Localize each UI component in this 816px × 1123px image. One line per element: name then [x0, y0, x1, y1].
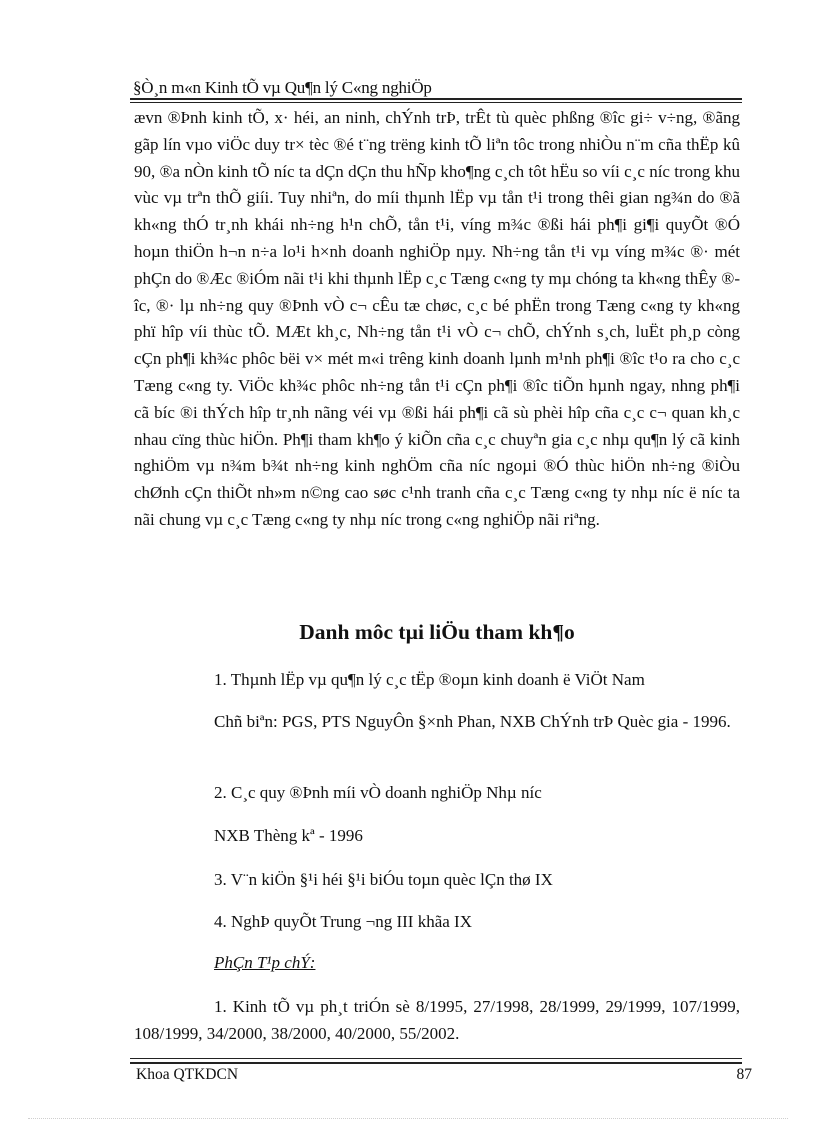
header-divider-thin [130, 102, 742, 103]
header-divider [130, 98, 742, 100]
page-number: 87 [736, 1066, 752, 1083]
body-paragraph: ævn ®Þnh kinh tÕ, x· héi, an ninh, chÝnh trÞ, trÊt tù quèc phßng ®îc gi÷ v÷ng, ®ãng gãp lín vµo viÖc duy tr× tèc ®é t¨ng trëng kinh tÕ liªn tôc trong nhiÒu n¨m cña thËp kû 90, ®a nÒn kinh tÕ níc ta dÇn dÇn thu hÑp kho¶ng c¸ch tôt hËu so víi c¸c níc trong khu vùc vµ trªn thÕ giíi. Tuy nhiªn, do míi thµnh lËp vµ tån t¹i trong thêi gian ng¾n do ®ã kh«ng thÓ tr¸nh khái nh÷ng h¹n chÕ, tån t¹i, víng m¾c ®ßi hái ph¶i gi¶i quyÕt ®Ó hoµn thiÖn h¬n n÷a lo¹i h×nh doanh nghiÖp nµy. Nh÷ng tån t¹i vµ víng m¾c ®· mét phÇn do ®Æc ®iÓm nãi t¹i khi thµnh lËp c¸c Tæng c«ng ty mµ chóng ta kh«ng thÊy ®îc, ®· lµ nh÷ng quy ®Þnh vÒ c¬ cÊu tæ chøc, c¸c bé phËn trong Tæng c«ng ty kh«ng phï hîp víi thùc tÕ. MÆt kh¸c, Nh÷ng tån t¹i vÒ c¬ chÕ, chÝnh s¸ch, luËt ph¸p còng cÇn ph¶i kh¾c phôc bëi v× mét m«i trêng kinh doanh lµnh m¹nh ph¶i ®îc t¹o ra cho c¸c Tæng c«ng ty. ViÖc kh¾c phôc nh÷ng tån t¹i cÇn ph¶i ®îc tiÕn hµnh ngay, nhng ph¶i cã bíc ®i thÝch hîp tr¸nh nãng véi vµ ®ßi hái ph¶i cã sù phèi hîp cña c¸c c¬ quan kh¸c nhau cïng thùc hiÖn. Ph¶i tham kh¶o ý kiÕn cña c¸c chuyªn gia c¸c nhµ qu¶n lý cã kinh nghiÖm vµ n¾m b¾t nh÷ng kinh nghÖm cña níc ngoµi ®Ó thùc hiÖn nh÷ng ®iÒu chØnh cÇn thiÕt nh»m n©ng cao søc c¹nh tranh cña c¸c Tæng c«ng ty nhµ níc ë níc ta nãi chung vµ c¸c Tæng c«ng ty nhµ níc trong c«ng nghiÖp nãi riªng. [134, 108, 740, 529]
appendix-item-1 [134, 993, 740, 1047]
footer-divider [130, 1062, 742, 1064]
page-header-title: §Ò¸n m«n Kinh tÕ vµ Qu¶n lý C«ng nghiÖp [133, 78, 432, 97]
footer-divider-thin [130, 1058, 742, 1059]
reference-item-3-title: 3. V¨n kiÖn §¹i héi §¹i biÓu toµn quèc lÇn thø IX [214, 870, 553, 889]
references-heading: Danh môc tµi liÖu tham kh¶o [299, 620, 575, 644]
reference-item-1 [134, 666, 740, 693]
footer-department: Khoa QTKDCN [136, 1066, 239, 1083]
reference-item-4-title: 4. NghÞ quyÕt Trung ¬ng III khãa IX [214, 912, 472, 931]
reference-item-2-detail [134, 822, 740, 849]
reference-item-3 [134, 866, 740, 893]
appendix-label: PhÇn T¹p chÝ: [214, 953, 316, 972]
reference-item-2 [134, 779, 740, 806]
reference-item-1-detail-text: Chñ biªn: PGS, PTS NguyÔn §×nh Phan, NXB ChÝnh trÞ Quèc gia - 1996. [214, 712, 731, 731]
reference-item-1-title: 1. Thµnh lËp vµ qu¶n lý c¸c tËp ®oµn kinh doanh ë ViÖt Nam [214, 670, 645, 689]
reference-item-2-detail-text: NXB Thèng kª - 1996 [214, 826, 363, 845]
reference-item-2-title: 2. C¸c quy ®Þnh míi vÒ doanh nghiÖp Nhµ níc [214, 783, 542, 802]
appendix-item-1-text: 1. Kinh tÕ vµ ph¸t triÓn sè 8/1995, 27/1998, 28/1999, 29/1999, 107/1999, 108/1999, 34/2000, 38/2000, 40/2000, 55/2002. [134, 997, 740, 1043]
page-bottom-edge [28, 1118, 788, 1119]
reference-item-4 [134, 908, 740, 935]
reference-item-1-detail [134, 708, 740, 735]
